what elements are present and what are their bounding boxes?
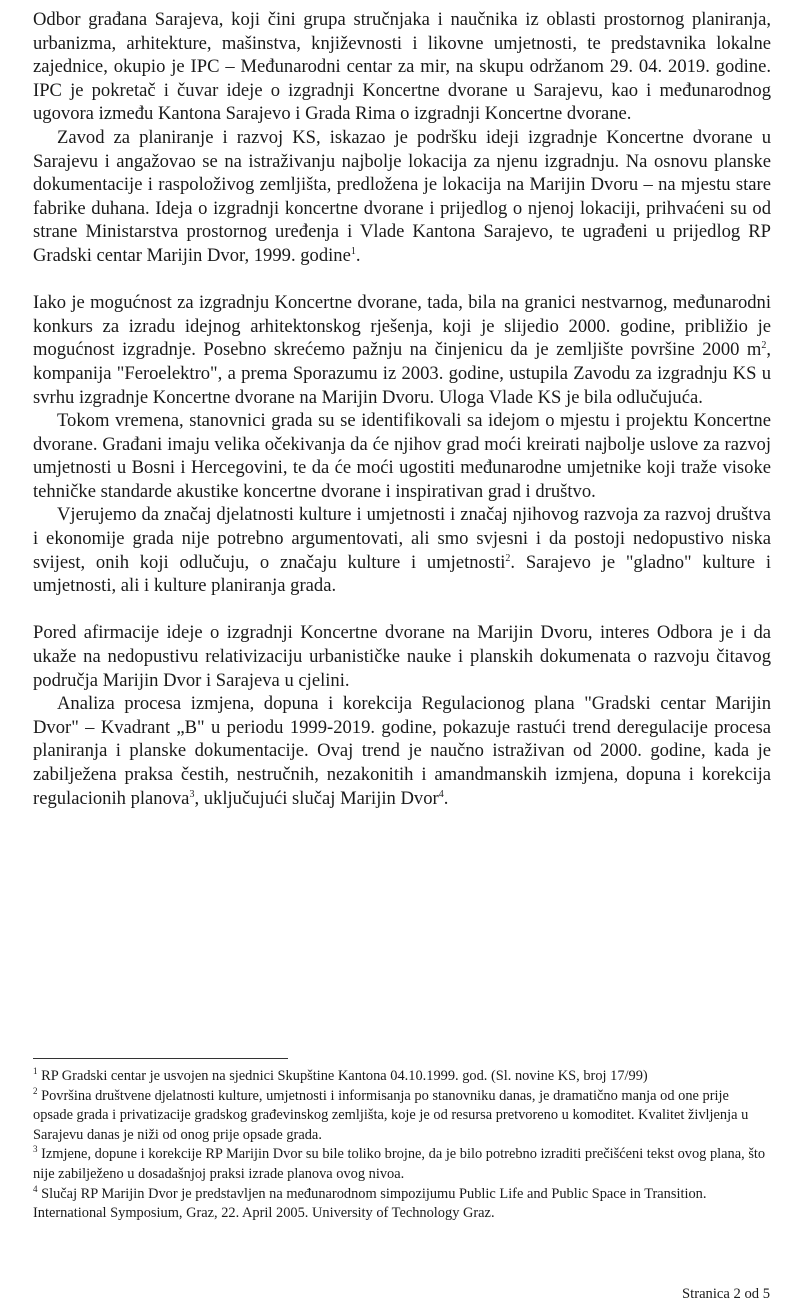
footnote-ref-2[interactable]: 2 (505, 552, 511, 564)
footnote-2: $^2$ Površina društvene djelatnosti kulture, umjetnosti i informisanja po stanovniku danas, je dramatično manja od one prije opsade grada i privatizacije gradskog građevinskog zemljišta, koje je od resursa pretvoreno u komoditet. Kvalitet življenja u Sarajevu danas je niži od onog prije opsade grada. (33, 1085, 749, 1143)
footnotes (33, 1067, 771, 1224)
body-text (33, 8, 771, 810)
footnote-ref-3[interactable]: 3 (189, 788, 195, 800)
paragraph-4: Tokom vremena, stanovnici grada su se identifikovali sa idejom o mjestu i projektu Koncertne dvorane. Građani imaju velika očekivanja da će njihov grad moći kreirati najbolje uslove za razvoj umjetnosti u Bosni i Hercegovini, te da će moći ugostiti međunarodne umjetnike koji traže visoke tehničke standarde akustike koncertne dvorane i inspirativan grad i društvo. (33, 410, 771, 502)
superscript-2: 2 (761, 340, 767, 352)
paragraph-1: Odbor građana Sarajeva, koji čini grupa stručnjaka i naučnika iz oblasti prostornog planiranja, urbanizma, arhitekture, mašinstva, književnosti i likovne umjetnosti, te predstavnika lokalne zajednice, okupio je IPC – Međunarodni centar za mir, na skupu održanom 29. 04. 2019. godine. IPC je pokretač i čuvar ideje o izgradnji Koncertne dvorane u Sarajevu, kao i međunarodnog ugovora između Kantona Sarajevo i Grada Rima o izgradnji Koncertne dvorane. (33, 9, 771, 125)
paragraph-5: Vjerujemo da značaj djelatnosti kulture i umjetnosti i značaj njihovog razvoja za razvoj društva i ekonomije grada nije potrebno argumentovati, ali smo svjesni i da postoji nedopustivo niska svijest, onih koji odlučuju, o značaju kulture i umjetnosti$^2$. Sarajevo je "gladno" kulture i umjetnosti, ali i kulture planiranja grada. (33, 504, 771, 597)
paragraph-6: Pored afirmacije ideje o izgradnji Koncertne dvorane na Marijin Dvoru, interes Odbora je i da ukaže na nedopustivu relativizaciju urbanističke nauke i planskih dokumenata o razvoju čitavog područja Marijin Dvor i Sarajeva u cjelini. (33, 622, 771, 691)
footnote-1: $^1$ RP Gradski centar je usvojen na sjednici Skupštine Kantona 04.10.1999. god. (Sl. novine KS, broj 17/99) (33, 1066, 648, 1084)
footnote-ref-1[interactable]: 1 (350, 245, 356, 257)
footnote-4: $^4$ Slučaj RP Marijin Dvor je predstavljen na međunarodnom simpozijumu Public Life and Public Space in Transition. International Symposium, Graz, 22. April 2005. University of Technology Graz. (33, 1183, 707, 1222)
footnote-separator (33, 1058, 288, 1059)
paragraph-2: Zavod za planiranje i razvoj KS, iskazao je podršku ideji izgradnje Koncertne dvorane u Sarajevu i angažovao se na istraživanju najbolje lokacija za njenu izgradnju. Na osnovu planske dokumentacije i raspoloživog zemljišta, predložena je lokacija na Marijin Dvoru – na mjestu stare fabrike duhana. Ideja o izgradnji koncertne dvorane i prijedlog o njenoj lokaciji, prihvaćeni su od strane Ministarstva prostornog uređenja i Vlade Kantona Sarajevo, te ugrađeni u prijedlog RP Gradski centar Marijin Dvor, 1999. godine$^1$. (33, 126, 771, 266)
footnote-ref-4[interactable]: 4 (438, 788, 444, 800)
footnote-3: $^3$ Izmjene, dopune i korekcije RP Marijin Dvor su bile toliko brojne, da je bilo potrebno izraditi prečišćeni tekst ovog plana, što nije zabilježeno u dosadašnjoj praksi izrade planova ovog nivoa. (33, 1144, 766, 1182)
paragraph-7: Analiza procesa izmjena, dopuna i korekcija Regulacionog plana "Gradski centar Marijin Dvor" – Kvadrant „B" u periodu 1999-2019. godine, pokazuje rastući trend deregulacije procesa planiranja i planske dokumentacije. Ovaj trend je naučno istraživan od 2000. godine, kada je zabilježena praksa čestih, nestručnih, nezakonitih i amandmanskih izmjena, dopuna i korekcija regulacionih planova$^3$, uključujući slučaj Marijin Dvor$^4$. (33, 693, 771, 809)
paragraph-3: Iako je mogućnost za izgradnju Koncertne dvorane, tada, bila na granici nestvarnog, međunarodni konkurs za izradu idejnog arhitektonskog rješenja, koji je slijedio 2000. godine, približio je mogućnost izgradnje. Posebno skrećemo pažnju na činjenicu da je zemljište površine 2000 $m^2$, kompanija "Feroelektro", a prema Sporazumu iz 2003. godine, ustupila Zavodu za izgradnju KS u svrhu izgradnje Koncertne dvorane na Marijin Dvoru. Uloga Vlade KS je bila odlučujuća. (33, 292, 771, 408)
page-number: Stranica 2 od 5 (682, 1286, 770, 1302)
